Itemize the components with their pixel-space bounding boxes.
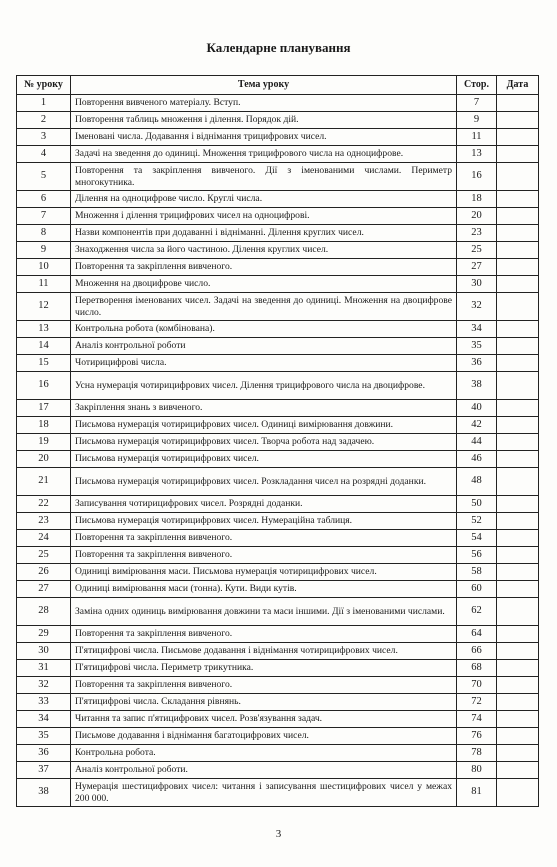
table-row (17, 242, 539, 259)
lesson-topic-cell: П'ятицифрові числа. Периметр трикутника. (71, 660, 457, 677)
page-cell: 9 (457, 112, 497, 129)
lesson-topic-cell: Повторення та закріплення вивченого. Дії з іменованими числами. Периметр многокутника. (71, 163, 457, 191)
table-row (17, 513, 539, 530)
page-title: Календарне планування (206, 40, 351, 55)
table-row (17, 163, 539, 191)
lesson-topic-cell: Заміна одних одиниць вимірювання довжини та маси іншими. Дії з іменованими числами. (71, 598, 457, 626)
lesson-topic-cell: Закріплення знань з вивченого. (71, 400, 457, 417)
lesson-number-cell: 13 (17, 321, 71, 338)
page-cell: 50 (457, 496, 497, 513)
lesson-topic-cell: Письмове додавання і віднімання багатоцифрових чисел. (71, 728, 457, 745)
page-cell: 34 (457, 321, 497, 338)
table-row (17, 547, 539, 564)
table-row (17, 677, 539, 694)
page-cell: 68 (457, 660, 497, 677)
page-cell: 54 (457, 530, 497, 547)
date-cell (497, 372, 539, 400)
date-cell (497, 259, 539, 276)
lesson-number-cell: 15 (17, 355, 71, 372)
page-cell: 81 (457, 779, 497, 807)
lesson-number-cell: 18 (17, 417, 71, 434)
page-cell: 25 (457, 242, 497, 259)
date-cell (497, 564, 539, 581)
page-cell: 72 (457, 694, 497, 711)
table-row (17, 129, 539, 146)
page-cell: 42 (457, 417, 497, 434)
table-row (17, 259, 539, 276)
date-cell (497, 762, 539, 779)
page-cell: 46 (457, 451, 497, 468)
date-cell (497, 779, 539, 807)
page-cell: 80 (457, 762, 497, 779)
date-cell (497, 451, 539, 468)
lesson-number-cell: 8 (17, 225, 71, 242)
table-row (17, 191, 539, 208)
date-cell (497, 208, 539, 225)
page-cell: 66 (457, 643, 497, 660)
date-cell (497, 530, 539, 547)
table-row (17, 451, 539, 468)
lesson-topic-cell: Повторення та закріплення вивченого. (71, 677, 457, 694)
table-row (17, 372, 539, 400)
table-row (17, 276, 539, 293)
lesson-number-cell: 33 (17, 694, 71, 711)
lesson-number-cell: 27 (17, 581, 71, 598)
date-cell (497, 293, 539, 321)
page-cell: 70 (457, 677, 497, 694)
lesson-topic-cell: Контрольна робота (комбінована). (71, 321, 457, 338)
lesson-number-cell: 3 (17, 129, 71, 146)
lesson-topic-cell: Нумерація шестицифрових чисел: читання і записування шестицифрових чисел у межах 200 000. (71, 779, 457, 807)
lesson-topic-cell: П'ятицифрові числа. Складання рівнянь. (71, 694, 457, 711)
lesson-topic-cell: Усна нумерація чотирицифрових чисел. Ділення трицифрового числа на двоцифрове. (71, 372, 457, 400)
lesson-number-cell: 17 (17, 400, 71, 417)
page-cell: 20 (457, 208, 497, 225)
lesson-number-cell: 12 (17, 293, 71, 321)
lesson-number-cell: 20 (17, 451, 71, 468)
date-cell (497, 468, 539, 496)
table-row (17, 694, 539, 711)
table-row (17, 112, 539, 129)
date-cell (497, 745, 539, 762)
lesson-number-cell: 29 (17, 626, 71, 643)
page-cell: 60 (457, 581, 497, 598)
date-cell (497, 338, 539, 355)
lesson-number-cell: 25 (17, 547, 71, 564)
lesson-number-cell: 28 (17, 598, 71, 626)
lesson-topic-cell: Множення на двоцифрове число. (71, 276, 457, 293)
date-cell (497, 677, 539, 694)
lesson-topic-cell: Знаходження числа за його частиною. Ділення круглих чисел. (71, 242, 457, 259)
table-row (17, 626, 539, 643)
date-cell (497, 146, 539, 163)
table-row (17, 745, 539, 762)
table-row (17, 208, 539, 225)
lesson-number-cell: 21 (17, 468, 71, 496)
lesson-number-cell: 23 (17, 513, 71, 530)
page-cell: 78 (457, 745, 497, 762)
lesson-topic-cell: Контрольна робота. (71, 745, 457, 762)
table-row (17, 95, 539, 112)
table-row (17, 417, 539, 434)
lesson-topic-cell: Письмова нумерація чотирицифрових чисел. Нумераційна таблиця. (71, 513, 457, 530)
lesson-topic-cell: П'ятицифрові числа. Письмове додавання і віднімання чотирицифрових чисел. (71, 643, 457, 660)
lesson-topic-cell: Назви компонентів при додаванні і відніманні. Ділення круглих чисел. (71, 225, 457, 242)
lesson-number-cell: 38 (17, 779, 71, 807)
lesson-topic-cell: Повторення вивченого матеріалу. Вступ. (71, 95, 457, 112)
lesson-topic-cell: Повторення та закріплення вивченого. (71, 626, 457, 643)
page-cell: 27 (457, 259, 497, 276)
date-cell (497, 496, 539, 513)
table-row (17, 293, 539, 321)
date-cell (497, 112, 539, 129)
lesson-topic-cell: Письмова нумерація чотирицифрових чисел. Одиниці вимірювання довжини. (71, 417, 457, 434)
page-cell: 30 (457, 276, 497, 293)
lesson-number-cell: 22 (17, 496, 71, 513)
table-row (17, 660, 539, 677)
lesson-topic-cell: Одиниці вимірювання маси (тонна). Кути. Види кутів. (71, 581, 457, 598)
table-row (17, 564, 539, 581)
page-cell: 74 (457, 711, 497, 728)
lesson-number-cell: 1 (17, 95, 71, 112)
lesson-topic-cell: Повторення та закріплення вивченого. (71, 259, 457, 276)
lesson-number-cell: 30 (17, 643, 71, 660)
date-cell (497, 321, 539, 338)
lesson-topic-cell: Повторення таблиць множення і ділення. Порядок дій. (71, 112, 457, 129)
lesson-topic-cell: Чотирицифрові числа. (71, 355, 457, 372)
table-row (17, 146, 539, 163)
lesson-number-cell: 31 (17, 660, 71, 677)
table-row (17, 762, 539, 779)
table-row (17, 779, 539, 807)
table-row (17, 355, 539, 372)
lesson-number-cell: 14 (17, 338, 71, 355)
lesson-number-cell: 9 (17, 242, 71, 259)
lesson-number-cell: 34 (17, 711, 71, 728)
table-row (17, 321, 539, 338)
table-row (17, 711, 539, 728)
table-row (17, 728, 539, 745)
page-cell: 16 (457, 163, 497, 191)
table-row (17, 643, 539, 660)
lesson-topic-cell: Повторення та закріплення вивченого. (71, 530, 457, 547)
table-body (17, 95, 539, 807)
lesson-number-cell: 6 (17, 191, 71, 208)
lesson-topic-cell: Письмова нумерація чотирицифрових чисел. (71, 451, 457, 468)
table-row (17, 530, 539, 547)
lesson-topic-cell: Аналіз контрольної роботи. (71, 762, 457, 779)
date-cell (497, 276, 539, 293)
table-row (17, 496, 539, 513)
table-row (17, 400, 539, 417)
lesson-topic-cell: Одиниці вимірювання маси. Письмова нумерація чотирицифрових чисел. (71, 564, 457, 581)
date-cell (497, 694, 539, 711)
date-cell (497, 242, 539, 259)
date-cell (497, 163, 539, 191)
lesson-topic-cell: Ділення на одноцифрове число. Круглі числа. (71, 191, 457, 208)
page-cell: 18 (457, 191, 497, 208)
lesson-number-cell: 37 (17, 762, 71, 779)
column-header-lesson-number: № уроку (17, 76, 71, 95)
date-cell (497, 598, 539, 626)
date-cell (497, 711, 539, 728)
date-cell (497, 643, 539, 660)
page-cell: 52 (457, 513, 497, 530)
table-row (17, 434, 539, 451)
page-cell: 58 (457, 564, 497, 581)
lesson-number-cell: 2 (17, 112, 71, 129)
lesson-topic-cell: Письмова нумерація чотирицифрових чисел. Творча робота над задачею. (71, 434, 457, 451)
lesson-topic-cell: Іменовані числа. Додавання і віднімання трицифрових чисел. (71, 129, 457, 146)
page-cell: 13 (457, 146, 497, 163)
table-row (17, 598, 539, 626)
lesson-number-cell: 7 (17, 208, 71, 225)
lesson-number-cell: 19 (17, 434, 71, 451)
page-cell: 64 (457, 626, 497, 643)
page-cell: 7 (457, 95, 497, 112)
lesson-topic-cell: Письмова нумерація чотирицифрових чисел. Розкладання чисел на розрядні доданки. (71, 468, 457, 496)
lesson-number-cell: 24 (17, 530, 71, 547)
page-cell: 38 (457, 372, 497, 400)
date-cell (497, 434, 539, 451)
date-cell (497, 547, 539, 564)
date-cell (497, 225, 539, 242)
lesson-number-cell: 10 (17, 259, 71, 276)
page-cell: 44 (457, 434, 497, 451)
lesson-number-cell: 35 (17, 728, 71, 745)
table-row (17, 468, 539, 496)
date-cell (497, 355, 539, 372)
date-cell (497, 191, 539, 208)
lesson-number-cell: 32 (17, 677, 71, 694)
lesson-topic-cell: Перетворення іменованих чисел. Задачі на зведення до одиниці. Множення на двоцифрове число. (71, 293, 457, 321)
date-cell (497, 400, 539, 417)
lesson-number-cell: 26 (17, 564, 71, 581)
page-cell: 62 (457, 598, 497, 626)
page-cell: 48 (457, 468, 497, 496)
lesson-topic-cell: Аналіз контрольної роботи (71, 338, 457, 355)
lesson-number-cell: 11 (17, 276, 71, 293)
page-cell: 36 (457, 355, 497, 372)
table-row (17, 225, 539, 242)
lesson-topic-cell: Читання та запис п'ятицифрових чисел. Розв'язування задач. (71, 711, 457, 728)
date-cell (497, 626, 539, 643)
lesson-number-cell: 16 (17, 372, 71, 400)
page-cell: 76 (457, 728, 497, 745)
lesson-topic-cell: Задачі на зведення до одиниці. Множення трицифрового числа на одноцифрове. (71, 146, 457, 163)
date-cell (497, 417, 539, 434)
date-cell (497, 728, 539, 745)
page-cell: 11 (457, 129, 497, 146)
lesson-plan-table (16, 75, 539, 807)
date-cell (497, 581, 539, 598)
lesson-number-cell: 36 (17, 745, 71, 762)
date-cell (497, 129, 539, 146)
date-cell (497, 660, 539, 677)
column-header-topic: Тема уроку (71, 76, 457, 95)
column-header-date: Дата (497, 76, 539, 95)
lesson-topic-cell: Множення і ділення трицифрових чисел на одноцифрові. (71, 208, 457, 225)
table-row (17, 581, 539, 598)
date-cell (497, 513, 539, 530)
date-cell (497, 95, 539, 112)
page-cell: 35 (457, 338, 497, 355)
page-cell: 56 (457, 547, 497, 564)
lesson-topic-cell: Повторення та закріплення вивченого. (71, 547, 457, 564)
page-number: 3 (275, 828, 282, 840)
lesson-number-cell: 5 (17, 163, 71, 191)
table-header-row (17, 76, 539, 95)
column-header-page: Стор. (457, 76, 497, 95)
page-cell: 40 (457, 400, 497, 417)
page-cell: 32 (457, 293, 497, 321)
lesson-number-cell: 4 (17, 146, 71, 163)
table-row (17, 338, 539, 355)
page-cell: 23 (457, 225, 497, 242)
lesson-topic-cell: Записування чотирицифрових чисел. Розрядні доданки. (71, 496, 457, 513)
